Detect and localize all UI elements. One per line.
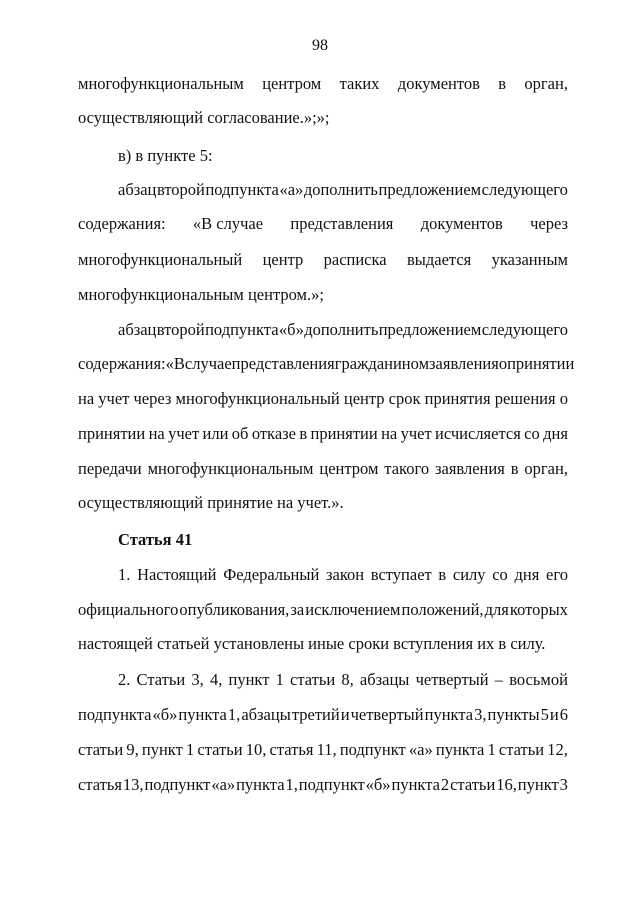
- word: четвертый: [350, 705, 424, 724]
- word: «В случае: [192, 214, 264, 233]
- word: дня: [543, 424, 568, 443]
- word: содержания:: [78, 214, 166, 233]
- word: принятии: [310, 424, 378, 443]
- word: 1: [275, 670, 284, 689]
- text-line: осуществляющий согласование.»;»;: [78, 108, 330, 127]
- word: «а»: [408, 740, 433, 759]
- word: таких: [339, 74, 380, 93]
- word: опубликования,: [179, 600, 290, 619]
- word: 2.: [118, 670, 131, 689]
- word: о: [559, 389, 568, 408]
- word: принятии: [78, 424, 146, 443]
- text-line: [118, 670, 568, 690]
- word: 1: [487, 740, 496, 759]
- word: учет: [400, 424, 432, 443]
- word: абзацы: [359, 670, 410, 689]
- word: подпункт: [339, 740, 406, 759]
- word: в: [510, 459, 519, 478]
- word: «В: [165, 354, 185, 373]
- word: через: [530, 214, 568, 233]
- text-line: [78, 74, 568, 94]
- word: принятия: [424, 389, 491, 408]
- text-line: [118, 565, 568, 585]
- word: и: [549, 705, 559, 724]
- word: срок: [388, 389, 421, 408]
- text-line: [78, 354, 575, 374]
- word: 6: [559, 705, 568, 724]
- word: дня: [514, 565, 540, 584]
- word: содержания:: [78, 354, 166, 373]
- word: или: [202, 424, 229, 443]
- word: пункт: [141, 740, 183, 759]
- word: орган,: [524, 459, 568, 478]
- word: на: [78, 389, 95, 408]
- word: предложением: [378, 180, 482, 199]
- word: центр: [262, 250, 304, 269]
- word: 1,: [285, 775, 298, 794]
- word: исчисляется: [435, 424, 521, 443]
- text-line: осуществляющий принятие на учет.».: [78, 493, 344, 512]
- word: 8,: [341, 670, 354, 689]
- word: подпункт: [298, 775, 365, 794]
- text-line: [78, 389, 568, 409]
- word: положений,: [401, 600, 484, 619]
- word: Федеральный: [223, 565, 320, 584]
- word: многофункциональным: [78, 74, 244, 93]
- word: закон: [325, 565, 365, 584]
- word: четвертый: [415, 670, 489, 689]
- text-line: [78, 250, 568, 270]
- word: третий: [291, 705, 340, 724]
- word: 3,: [474, 705, 487, 724]
- word: 9,: [126, 740, 139, 759]
- word: «а»: [211, 775, 236, 794]
- word: 12,: [547, 740, 568, 759]
- word: абзацы: [241, 705, 291, 724]
- word: 11,: [316, 740, 337, 759]
- word: 4,: [209, 670, 223, 689]
- word: 3: [559, 775, 568, 794]
- word: подпункта: [78, 705, 152, 724]
- word: заявления: [429, 354, 499, 373]
- word: статьи: [450, 775, 496, 794]
- word: пункта: [435, 740, 485, 759]
- word: которых: [509, 600, 568, 619]
- word: многофункциональный: [78, 250, 243, 269]
- word: следующего: [481, 180, 568, 199]
- word: о: [498, 354, 508, 373]
- word: 2: [440, 775, 450, 794]
- word: восьмой: [509, 670, 568, 689]
- word: дополнить: [303, 180, 378, 199]
- word: статья: [269, 740, 314, 759]
- text-line: многофункциональным центром.»;: [78, 285, 324, 304]
- word: дополнить: [304, 320, 379, 339]
- list-item-heading: в) в пункте 5:: [118, 146, 213, 165]
- word: «б»: [278, 320, 304, 339]
- word: статьи: [197, 740, 243, 759]
- word: представления: [290, 214, 394, 233]
- word: за: [290, 600, 305, 619]
- word: центром: [319, 459, 379, 478]
- word: указанным: [491, 250, 568, 269]
- word: 16,: [496, 775, 517, 794]
- text-line: [78, 740, 568, 760]
- word: вступает: [370, 565, 432, 584]
- word: «а»: [279, 180, 304, 199]
- word: «б»: [152, 705, 178, 724]
- word: 3,: [191, 670, 204, 689]
- word: через: [133, 389, 172, 408]
- word: отказе: [251, 424, 296, 443]
- word: со: [492, 565, 508, 584]
- page-number: 98: [312, 37, 328, 54]
- word: пункт: [517, 775, 559, 794]
- word: центром: [262, 74, 322, 93]
- word: расписка: [323, 250, 387, 269]
- word: статьи: [290, 670, 336, 689]
- word: пункт: [228, 670, 270, 689]
- word: учет: [168, 424, 200, 443]
- word: следующего: [481, 320, 568, 339]
- word: 1.: [118, 565, 131, 584]
- word: подпункта: [205, 320, 279, 339]
- word: в: [438, 565, 447, 584]
- word: Настоящий: [137, 565, 217, 584]
- word: предложением: [378, 320, 482, 339]
- word: передачи: [78, 459, 142, 478]
- word: центр: [343, 389, 385, 408]
- text-line: [118, 320, 568, 340]
- word: Статьи: [136, 670, 186, 689]
- word: на: [148, 424, 165, 443]
- word: представления: [231, 354, 335, 373]
- word: пункта: [178, 705, 227, 724]
- text-line: [78, 214, 568, 234]
- word: статьи: [78, 740, 124, 759]
- word: абзац: [118, 320, 157, 339]
- text-line: [78, 600, 568, 620]
- word: официального: [78, 600, 179, 619]
- word: пункта: [424, 705, 474, 724]
- text-line: [78, 705, 568, 725]
- word: учет: [98, 389, 130, 408]
- word: со: [524, 424, 540, 443]
- word: принятии: [507, 354, 575, 373]
- word: абзац: [118, 180, 157, 199]
- word: многофункциональным: [147, 459, 314, 478]
- word: на: [381, 424, 398, 443]
- word: пункта: [236, 775, 285, 794]
- word: для: [484, 600, 509, 619]
- word: 1: [185, 740, 195, 759]
- word: статья: [78, 775, 122, 794]
- article-heading: Статья 41: [118, 530, 193, 549]
- word: об: [231, 424, 249, 443]
- word: гражданином: [334, 354, 430, 373]
- word: документов: [420, 214, 503, 233]
- word: документов: [397, 74, 480, 93]
- word: подпункт: [144, 775, 211, 794]
- text-line: [78, 459, 568, 479]
- word: 13,: [122, 775, 144, 794]
- word: заявления: [434, 459, 505, 478]
- word: статьи: [498, 740, 545, 759]
- word: выдается: [406, 250, 472, 269]
- word: пункты: [487, 705, 540, 724]
- word: второй: [156, 320, 205, 339]
- word: исключением: [305, 600, 401, 619]
- word: в: [498, 74, 507, 93]
- word: «б»: [365, 775, 391, 794]
- word: –: [494, 670, 504, 689]
- word: решения: [494, 389, 556, 408]
- word: 5: [540, 705, 549, 724]
- word: случае: [184, 354, 232, 373]
- word: его: [546, 565, 568, 584]
- word: 10,: [245, 740, 267, 759]
- word: второй: [156, 180, 205, 199]
- text-line: [78, 775, 568, 795]
- word: орган,: [524, 74, 568, 93]
- text-line: [78, 424, 568, 444]
- text-line: настоящей статьей установлены иные сроки вступления их в силу.: [78, 634, 546, 653]
- word: в: [299, 424, 308, 443]
- word: силу: [452, 565, 486, 584]
- word: такого: [384, 459, 430, 478]
- word: 1,: [227, 705, 241, 724]
- text-line: [118, 180, 568, 200]
- word: и: [340, 705, 350, 724]
- word: пункта: [391, 775, 440, 794]
- word: многофункциональный: [175, 389, 340, 408]
- word: подпункта: [205, 180, 279, 199]
